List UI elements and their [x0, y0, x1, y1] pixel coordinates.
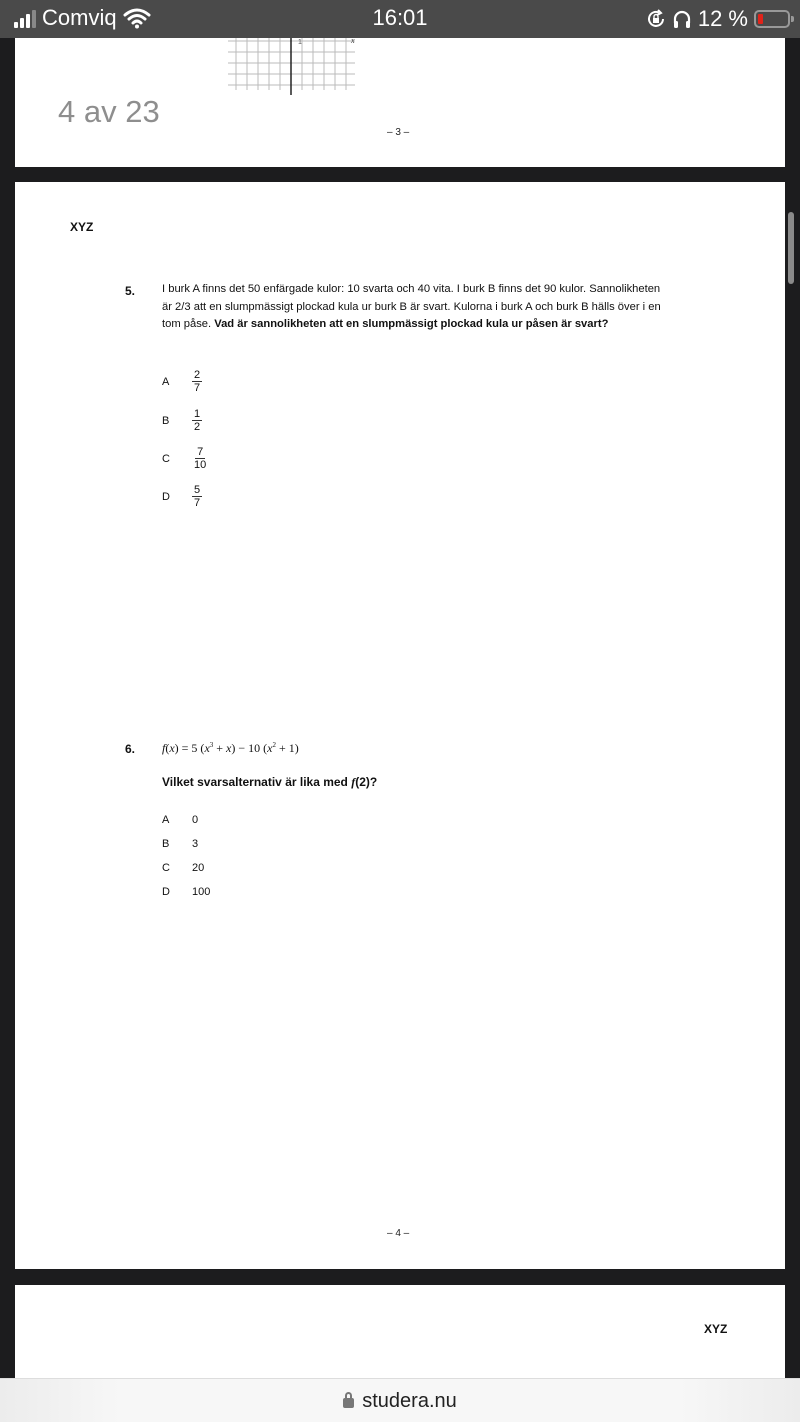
denominator: 7	[194, 382, 201, 394]
answer-option[interactable]	[162, 814, 198, 826]
option-letter: D	[162, 490, 170, 503]
denominator: 7	[194, 497, 201, 509]
battery-level-fill	[758, 14, 763, 24]
browser-url-bar[interactable]	[0, 1378, 800, 1422]
option-letter: B	[162, 838, 170, 850]
option-letter: C	[162, 862, 170, 874]
question-number: 6.	[125, 742, 136, 756]
formula-x: x	[204, 741, 210, 755]
x-axis-label: x	[351, 38, 355, 45]
numerator: 7	[197, 446, 204, 458]
denominator: 10	[194, 459, 207, 471]
formula-x: x	[226, 741, 232, 755]
denominator: 2	[194, 421, 201, 433]
option-value: 3	[192, 838, 199, 850]
battery-icon	[754, 10, 790, 28]
signal-icon	[14, 8, 36, 28]
answer-option[interactable]	[162, 484, 202, 509]
answer-option[interactable]	[162, 838, 198, 850]
page-header: XYZ	[704, 1322, 728, 1336]
tick-label: 1	[298, 39, 302, 46]
prompt-func: f	[351, 775, 356, 789]
option-letter: A	[162, 375, 170, 388]
formula-part: +	[213, 741, 227, 755]
option-fraction	[192, 408, 202, 433]
wifi-icon	[123, 7, 151, 29]
option-fraction	[192, 446, 208, 471]
option-letter: D	[162, 886, 170, 898]
formula-exponent: 2	[272, 741, 276, 749]
prompt-text: Vilket svarsalternativ är lika med	[162, 775, 352, 789]
question-prompt	[162, 775, 377, 790]
answer-option[interactable]	[162, 886, 210, 898]
headphones-icon	[672, 9, 692, 29]
formula-part: (	[165, 741, 170, 755]
page-indicator: 4 av 23	[58, 94, 160, 129]
url-text[interactable]: studera.nu	[362, 1390, 457, 1412]
question-number: 5.	[125, 284, 136, 298]
option-letter: B	[162, 414, 170, 427]
answer-option[interactable]	[162, 862, 204, 874]
formula-part: + 1)	[275, 741, 299, 755]
page-number: – 3 –	[387, 127, 410, 138]
answer-option[interactable]	[162, 446, 208, 471]
page-number: – 4 –	[387, 1228, 410, 1239]
question-body: I burk A finns det 50 enfärgade kulor: 10 svarta och 40 vita. I burk B finns det 90 kulor. Sannolikheten är 2/3 att en slumpmässigt plockad kula ur burk B är svart. Kulorna i burk A och burk B hälls över i en tom påse.	[162, 283, 661, 330]
status-bar	[0, 0, 800, 38]
formula-x: x	[169, 741, 175, 755]
pdf-page-4	[15, 182, 785, 1269]
lock-icon	[343, 1392, 354, 1408]
function-formula	[162, 741, 299, 756]
numerator: 5	[194, 484, 201, 496]
battery-percent: 12 %	[697, 6, 748, 31]
answer-option[interactable]	[162, 408, 202, 433]
page-header: XYZ	[70, 220, 94, 234]
formula-exponent: 3	[209, 741, 214, 749]
clock: 16:01	[372, 5, 428, 30]
option-value: 20	[192, 862, 205, 874]
question-bold: Vad är sannolikheten att en slumpmässigt plockad kula ur påsen är svart?	[214, 318, 609, 330]
rotation-lock-icon	[646, 9, 666, 29]
numerator: 2	[194, 369, 201, 381]
scrollbar-thumb[interactable]	[788, 212, 794, 284]
prompt-end: (2)?	[355, 775, 378, 789]
option-value: 0	[192, 814, 199, 826]
option-fraction	[192, 484, 202, 509]
option-value: 100	[192, 886, 211, 898]
option-letter: A	[162, 814, 170, 826]
option-letter: C	[162, 452, 170, 465]
numerator: 1	[194, 408, 201, 420]
answer-option[interactable]	[162, 369, 202, 394]
coordinate-grid-figure	[220, 38, 365, 96]
formula-x: x	[267, 741, 273, 755]
carrier-name: Comviq	[42, 5, 117, 30]
pdf-page-3	[15, 38, 785, 167]
formula-f: f	[162, 741, 166, 755]
formula-part: ) − 10 (	[231, 741, 268, 755]
option-fraction	[192, 369, 202, 394]
formula-part: ) = 5 (	[174, 741, 205, 755]
question-text	[162, 281, 662, 334]
